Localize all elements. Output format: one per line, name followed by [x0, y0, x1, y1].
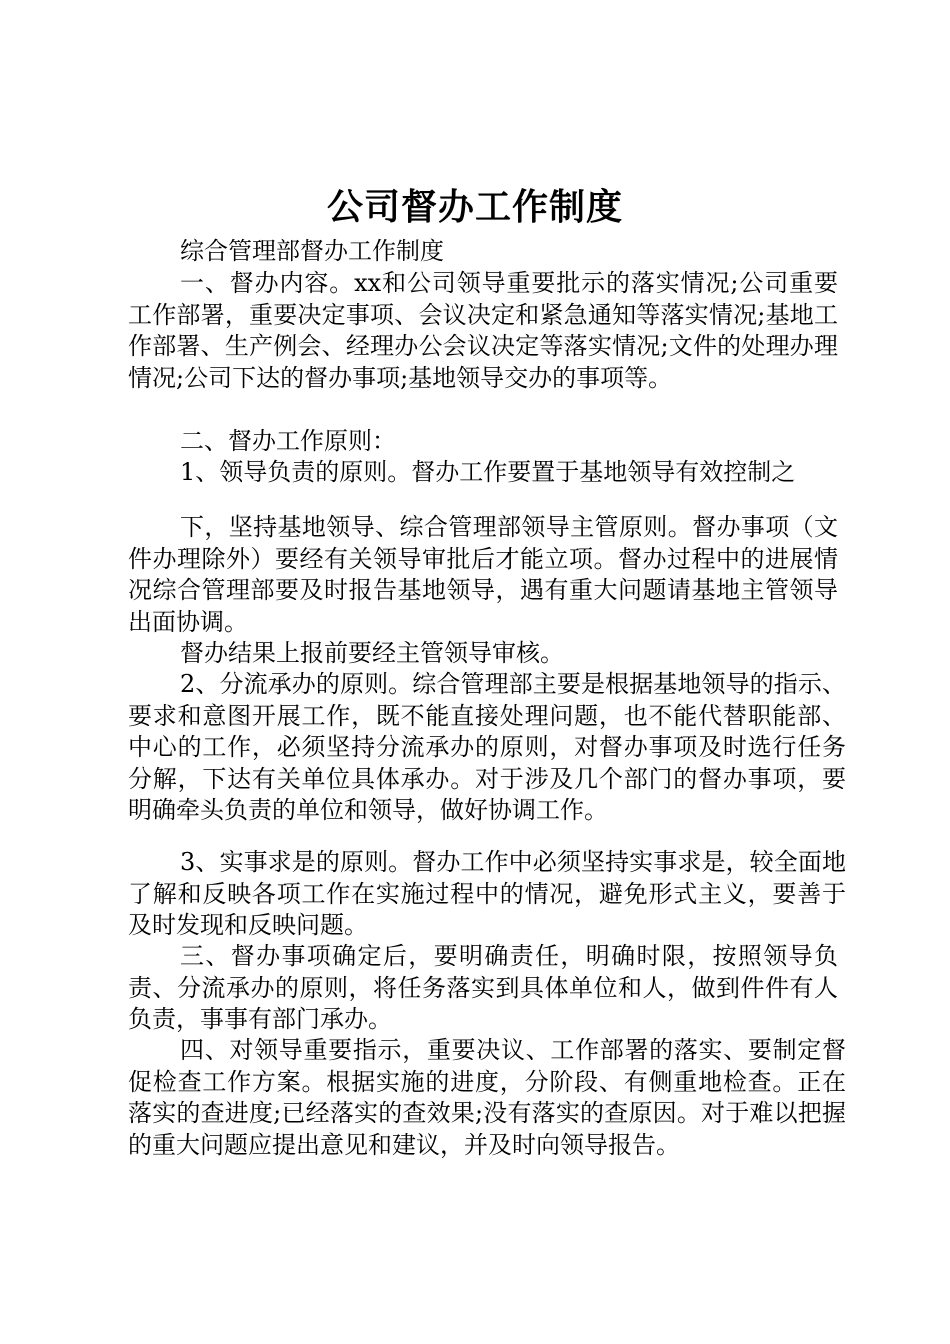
principle-1-paragraph-start: 1、领导负责的原则。督办工作要置于基地领导有效控制之	[180, 458, 796, 486]
principle-1-paragraph-continued: 下，坚持基地领导、综合管理部领导主管原则。督办事项（文件办理除外）要经有关领导审批后才能立项。督办过程中的进展情况综合管理部要及时报告基地领导，遇有重大问题请基地主管领导出面协调。	[128, 513, 838, 636]
review-note-paragraph: 督办结果上报前要经主管领导审核。	[180, 639, 564, 667]
section-4-paragraph: 四、对领导重要指示，重要决议、工作部署的落实、要制定督促检查工作方案。根据实施的进度，分阶段、有侧重地检查。正在落实的查进度;已经落实的查效果;没有落实的查原因。对于难以把握的重大问题应提出意见和建议，并及时向领导报告。	[128, 1036, 846, 1159]
principle-3-paragraph: 3、实事求是的原则。督办工作中必须坚持实事求是，较全面地了解和反映各项工作在实施过程中的情况，避免形式主义，要善于及时发现和反映问题。	[128, 848, 846, 939]
section-1-paragraph: 一、督办内容。xx和公司领导重要批示的落实情况;公司重要工作部署，重要决定事项、会议决定和紧急通知等落实情况;基地工作部署、生产例会、经理办公会议决定等落实情况;文件的处理办理情况;公司下达的督办事项;基地领导交办的事项等。	[128, 269, 838, 392]
section-3-paragraph: 三、督办事项确定后，要明确责任，明确时限，按照领导负责、分流承办的原则，将任务落实到具体单位和人，做到件件有人负责，事事有部门承办。	[128, 942, 838, 1033]
subtitle-paragraph: 综合管理部督办工作制度	[180, 237, 444, 265]
document-title: 公司督办工作制度	[326, 187, 623, 228]
principle-2-paragraph: 2、分流承办的原则。综合管理部主要是根据基地领导的指示、要求和意图开展工作，既不能直接处理问题，也不能代替职能部、中心的工作，必须坚持分流承办的原则，对督办事项及时选行任务分解，下达有关单位具体承办。对于涉及几个部门的督办事项，要明确牵头负责的单位和领导，做好协调工作。	[128, 670, 846, 824]
section-2-heading: 二、督办工作原则：	[180, 427, 396, 455]
